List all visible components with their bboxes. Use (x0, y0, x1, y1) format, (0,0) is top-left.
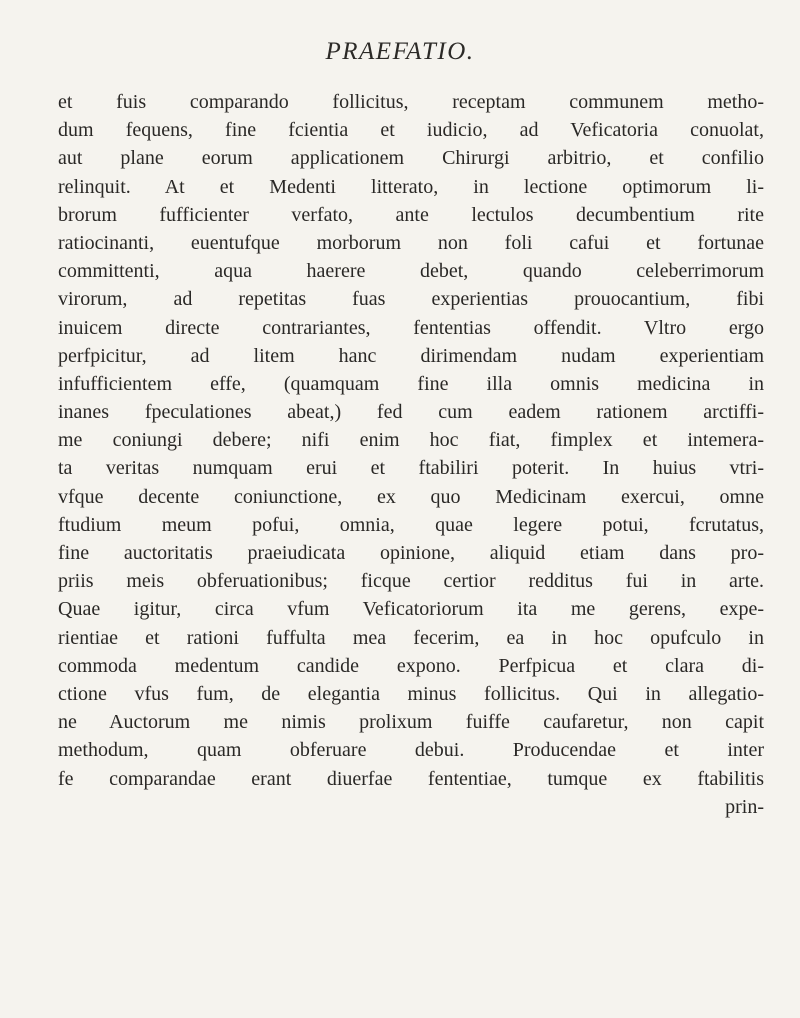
text-line: inuicem directe contrariantes, fententias offendit. Vltro ergo (58, 316, 764, 339)
text-line: ftudium meum pofui, omnia, quae legere potui, fcrutatus, (58, 513, 764, 536)
text-line: brorum fufficienter verfato, ante lectulos decumbentium rite (58, 203, 764, 226)
text-line: fine auctoritatis praeiudicata opinione, aliquid etiam dans pro- (58, 542, 764, 564)
catchword: prin- (725, 795, 764, 818)
text-line: methodum, quam obferuare debui. Producendae et inter (58, 739, 764, 762)
body-text (58, 88, 764, 821)
text-line: inanes fpeculationes abeat,) fed cum eadem rationem arctiffi- (58, 401, 764, 424)
text-line: Quae igitur, circa vfum Veficatoriorum ita me gerens, expe- (58, 598, 764, 621)
text-line: et fuis comparando follicitus, receptam communem metho- (58, 91, 764, 113)
text-line: relinquit. At et Medenti litterato, in lectione optimorum li- (58, 175, 764, 198)
text-line: commoda medentum candide expono. Perfpicua et clara di- (58, 654, 764, 677)
text-line: priis meis obferuationibus; ficque certior redditus fui in arte. (58, 570, 764, 593)
text-line: committenti, aqua haerere debet, quando celeberrimorum (58, 260, 764, 283)
text-line: virorum, ad repetitas fuas experientias prouocantium, fibi (58, 288, 764, 311)
text-line: infufficientem effe, (quamquam fine illa omnis medicina in (58, 372, 764, 395)
text-line: rientiae et rationi fuffulta mea fecerim, ea in hoc opufculo in (58, 626, 764, 649)
text-line: ne Auctorum me nimis prolixum fuiffe caufaretur, non capit (58, 711, 764, 734)
running-head: PRAEFATIO. (325, 38, 475, 65)
text-line: vfque decente coniunctione, ex quo Medicinam exercui, omne (58, 485, 764, 508)
text-line: me coniungi debere; nifi enim hoc fiat, fimplex et intemera- (58, 429, 764, 452)
text-line: ta veritas numquam erui et ftabiliri poterit. In huius vtri- (58, 457, 764, 480)
text-line: fe comparandae erant diuerfae fententiae, tumque ex ftabilitis (58, 767, 764, 790)
text-line: ctione vfus fum, de elegantia minus follicitus. Qui in allegatio- (58, 682, 764, 705)
text-line: ratiocinanti, euentufque morborum non foli cafui et fortunae (58, 231, 764, 254)
text-line: perfpicitur, ad litem hanc dirimendam nudam experientiam (58, 344, 764, 367)
text-line: dum fequens, fine fcientia et iudicio, ad Veficatoria conuolat, (58, 119, 764, 142)
text-line: aut plane eorum applicationem Chirurgi arbitrio, et confilio (58, 147, 764, 170)
